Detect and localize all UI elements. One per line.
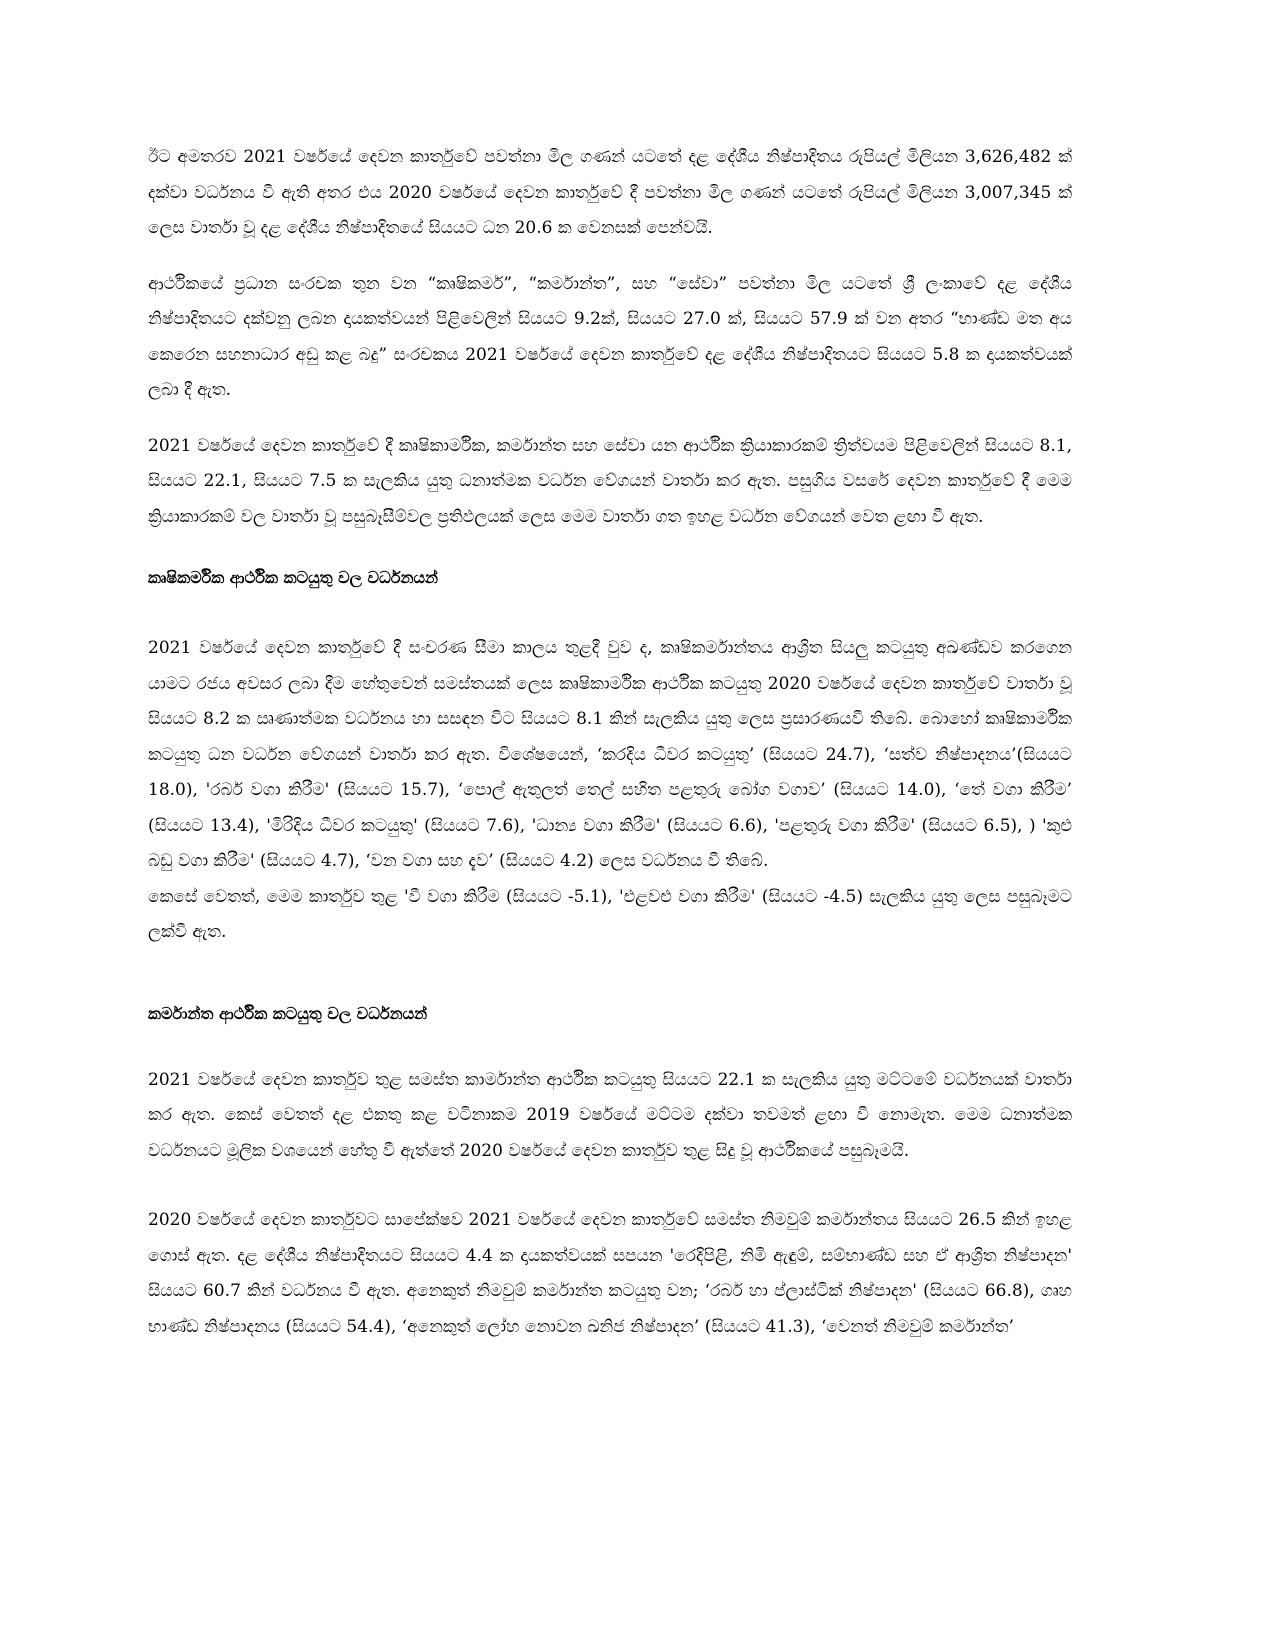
paragraph-gdp-current-prices: ඊට අමතරව 2021 වර්ෂයේ දෙවන කාර්තුවේ පවත්නා මිල ගණන් යටතේ දළ දේශීය නිෂ්පාදිතය රුපියල් මිලියන 3,626,482 ක් දක්වා වර්ධනය වී ඇති අතර එය 2020 වර්ෂයේ දෙවන කාර්තුවේ දී පවත්නා මිල ගණන් යටතේ රුපියල් මිලියන 3,007,345 ක් ලෙස වාර්තා වූ දළ දේශීය නිෂ්පාදිතයේ සියයට ධන 20.6 ක වෙනසක් පෙන්වයි.: [148, 147, 1072, 238]
paragraph-agriculture-decline: කෙසේ වෙතත්, මෙම කාර්තුව තුළ 'වී වගා කිරීම (සියයට -5.1), 'එළවළු වගා කිරීම' (සියයට -4.5) සැලකිය යුතු ලෙස පසුබෑමට ලක්වී ඇත.: [148, 886, 1072, 942]
paragraph-sector-contributions: ආර්ථිකයේ ප්‍රධාන සංරචක තුන වන “කෘෂිකර්ම”, “කර්මාන්ත”, සහ “සේවා” පවත්නා මිල යටතේ ශ්‍රී ලංකාවේ දළ දේශීය නිෂ්පාදිතයට දක්වනු ලබන දායකත්වයන් පිළිවෙලින් සියයට 9.2ක්, සියයට 27.0 ක්, සියයට 57.9 ක් වන අතර “භාණ්ඩ මත අය කෙරෙන සහනාධාර අඩු කළ බදු” සංරචකය 2021 වර්ෂයේ දෙවන කාර්තුවේ දළ දේශීය නිෂ්පාදිතයට සියයට 5.8 ක දායකත්වයක් ලබා දී ඇත.: [148, 273, 1072, 400]
paragraph-sector-growth: 2021 වර්ෂයේ දෙවන කාර්තුවේ දී කෘෂිකාර්මික, කර්මාන්ත සහ සේවා යන ආර්ථික ක්‍රියාකාරකම් ත්‍රිත්වයම පිළිවෙලින් සියයට 8.1, සියයට 22.1, සියයට 7.5 ක සැලකිය යුතු ධනාත්මක වර්ධන වේගයන් වාර්තා කර ඇත. පසුගිය වසරේ දෙවන කාර්තුවේ දී මෙම ක්‍රියාකාරකම් වල වාර්තා වූ පසුබෑසීම්වල ප්‍රතිඵලයක් ලෙස මෙම වාර්තා ගත ඉහළ වර්ධන වේගයන් වෙත ළඟා වී ඇත.: [148, 435, 1072, 527]
section-heading-industry: කර්මාන්ත ආර්ථික කටයුතු වල වර්ධනයන්: [148, 1003, 428, 1023]
paragraph-manufacturing-growth: 2020 වර්ෂයේ දෙවන කාර්තුවට සාපේක්ෂව 2021 වර්ෂයේ දෙවන කාර්තුවේ සමස්ත නිමවුම් කර්මාන්තය සියයට 26.5 කින් ඉහළ ගොස් ඇත. දළ දේශීය නිෂ්පාදිතයට සියයට 4.4 ක දායකත්වයක් සපයන 'රෙදිපිළි, නිමි ඇඳුම්, සම්භාණ්ඩ සහ ඒ ආශ්‍රිත නිෂ්පාදන' සියයට 60.7 කින් වර්ධනය වී ඇත. අනෙකුත් නිමවුම් කර්මාන්ත කටයුතු වන; ‘රබර් හා ප්ලාස්ටික් නිෂ්පාදන' (සියයට 66.8), ගෘහ භාණ්ඩ නිෂ්පාදනය (සියයට 54.4), ‘අනෙකුත් ලෝහ නොවන ඛනිජ නිෂ්පාදන’ (සියයට 41.3), ‘වෙනත් නිමවුම් කර්මාන්ත’: [148, 1210, 1072, 1337]
paragraph-agriculture-growth: 2021 වර්ෂයේ දෙවන කාර්තුවේ දී සංචරණ සීමා කාලය තුළදී වුව ද, කෘෂිකර්මාන්තය ආශ්‍රිත සියලු කටයුතු අඛණ්ඩව කරගෙන යාමට රජය අවසර ලබා දීම හේතුවෙන් සමස්තයක් ලෙස කෘෂිකාර්මික ආර්ථික කටයුතු 2020 වර්ෂයේ දෙවන කාර්තුවේ වාර්තා වූ සියයට 8.2 ක ඍණාත්මක වර්ධනය හා සසඳන විට සියයට 8.1 කින් සැලකිය යුතු ලෙස ප්‍රසාරණයවී තිබේ. බොහෝ කෘෂිකාර්මික කටයුතු ධන වර්ධන වේගයන් වාර්තා කර ඇත. විශේෂයෙන්, ‘කරදිය ධීවර කටයුතු’ (සියයට 24.7), ‘සත්ව නිෂ්පාදනය’(සියයට 18.0), 'රබර් වගා කිරීම' (සියයට 15.7), ‘පොල් ඇතුලත් තෙල් සහිත පළතුරු බෝග වගාව’ (සියයට 14.0), ‘තේ වගා කිරීම’ (සියයට 13.4), 'මිරිදිය ධීවර කටයුතු' (සියයට 7.6), 'ධාන්‍ය වගා කිරීම' (සියයට 6.6), 'පළතුරු වගා කිරීම' (සියයට 6.5), ) 'කුළු බඩු වගා කිරීම' (සියයට 4.7), ‘වන වගා සහ දැව’ (සියයට 4.2) ලෙස වර්ධනය වී තිබේ.: [148, 638, 1072, 871]
document-body: [148, 140, 1072, 1345]
paragraph-industry-growth: 2021 වර්ෂයේ දෙවන කාර්තුව තුළ සමස්ත කාර්මාන්ත ආර්ථික කටයුතු සියයට 22.1 ක සැලකිය යුතු මට්ටමේ වර්ධනයක් වාර්තා කර ඇත. කෙස් වෙතත් දළ එකතු කළ වටිනාකම 2019 වර්ෂයේ මට්ටම දක්වා තවමත් ළඟා වී නොමැත. මෙම ධනාත්මක වර්ධනයට මූලික වශයෙන් හේතු වී ඇත්තේ 2020 වර්ෂයේ දෙවන කාර්තුව තුළ සිදු වූ ආර්ථිකයේ පසුබෑමයි.: [148, 1069, 1072, 1161]
section-heading-agriculture: කෘෂිකර්මික ආර්ථික කටයුතු වල වර්ධනයන්: [148, 568, 438, 587]
